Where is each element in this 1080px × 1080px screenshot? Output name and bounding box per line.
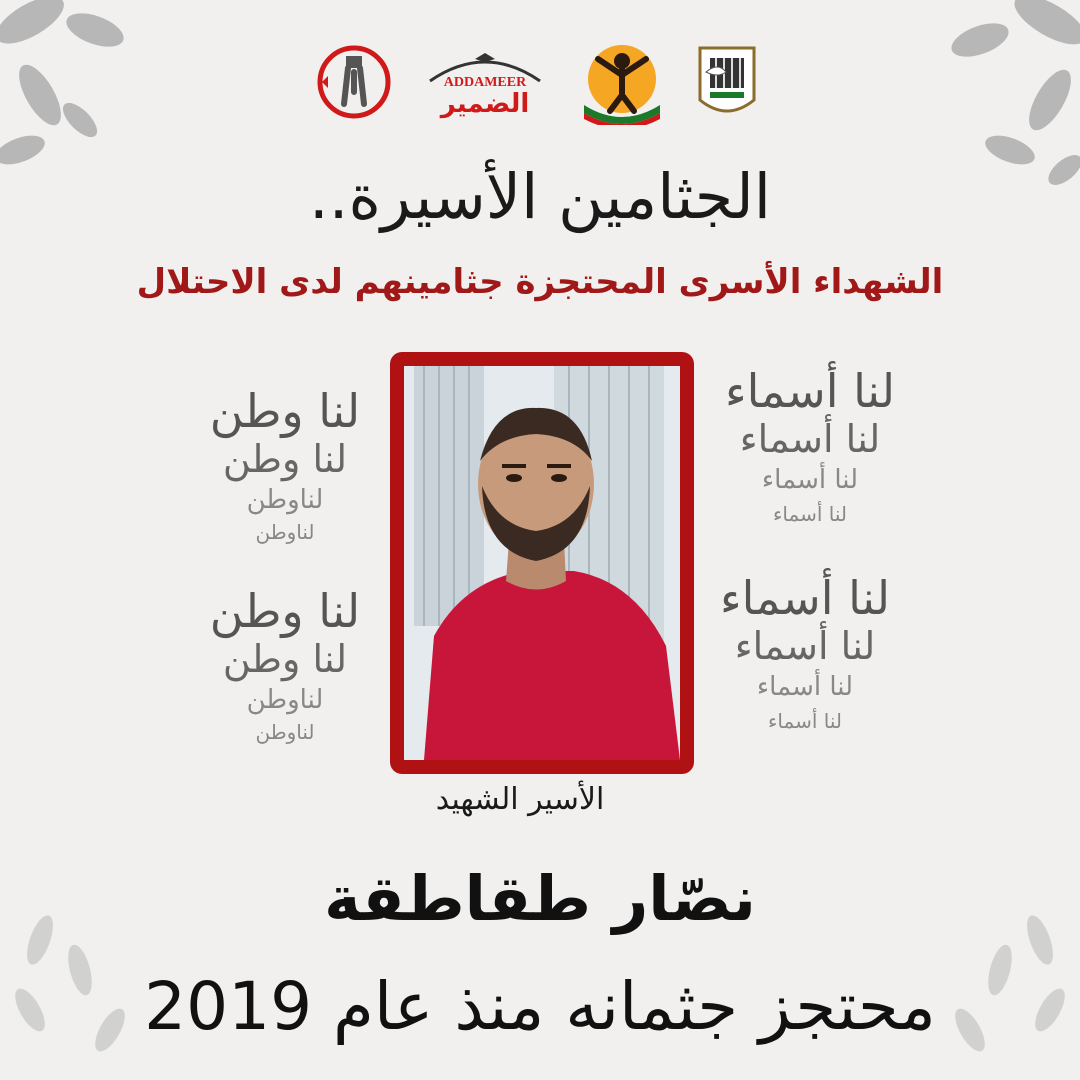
slogan-text: لنا وطن [209, 584, 361, 638]
slogan-text: لناوطن [246, 484, 324, 515]
dove-prison-logo [694, 38, 760, 126]
slogan-text: لناوطن [255, 520, 315, 545]
slogan-text: لنا أسماء [724, 364, 896, 418]
slogan-text: لنا أسماء [739, 416, 881, 461]
page-subtitle: الشهداء الأسرى المحتجزة جثامينهم لدى الاحتلال [136, 262, 944, 302]
slogan-text: لنا وطن [209, 384, 361, 438]
photo-caption: الأسير الشهيد [435, 782, 605, 817]
left-slogan-group-1 [180, 385, 390, 544]
page-title: الجثامين الأسيرة.. [309, 160, 771, 233]
logo-bar [0, 38, 1080, 128]
martyr-name: نصّار طقاطقة [324, 862, 756, 935]
slogan-text: لنا أسماء [768, 709, 842, 734]
martyr-photo-frame [390, 352, 694, 774]
slogan-text: لنا وطن [222, 636, 348, 681]
slogan-text: لناوطن [255, 720, 315, 745]
slogan-text: لنا أسماء [756, 671, 854, 702]
prisoners-handcuff-logo [312, 38, 396, 126]
slogan-text: لنا أسماء [719, 571, 891, 625]
slogan-text: لنا أسماء [773, 502, 847, 527]
martyr-photo [404, 366, 680, 760]
left-slogan-group-2 [180, 585, 390, 744]
slogan-text: لنا أسماء [761, 464, 859, 495]
slogan-text: لنا أسماء [734, 623, 876, 668]
right-slogan-group-2 [695, 572, 915, 733]
addameer-logo: ADDAMEER الضمير [420, 38, 550, 126]
right-slogan-group-1 [700, 365, 920, 526]
slogan-text: لناوطن [246, 684, 324, 715]
detention-text: محتجز جثمانه منذ عام 2019 [144, 968, 936, 1045]
slogan-text: لنا وطن [222, 436, 348, 481]
sunrise-figure-logo [574, 38, 670, 126]
